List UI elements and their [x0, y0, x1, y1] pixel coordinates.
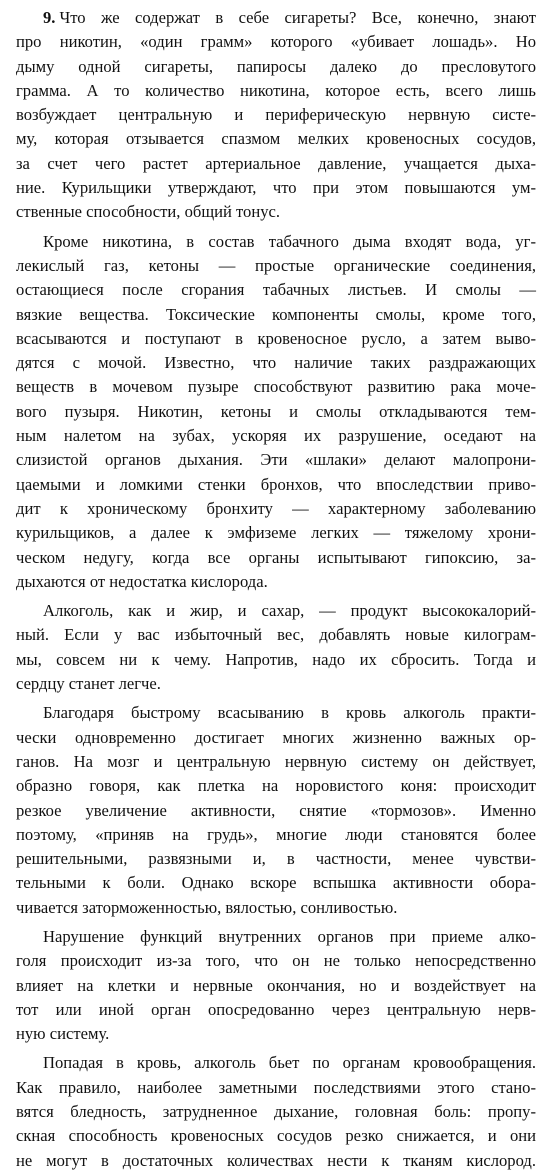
- paragraph-3: [16, 599, 536, 696]
- text-line: ственные способности, общий тонус.: [16, 202, 281, 222]
- text-line: лекислый газ, кетоны — простые органические соединения,: [16, 255, 536, 275]
- paragraph-2: [16, 230, 536, 594]
- text-line: дыму одной сигареты, папиросы далеко до пресловутого: [16, 56, 536, 76]
- text-line: ную систему.: [16, 1024, 110, 1044]
- text-line: за счет чего растет артериальное давление, учащается дыха-: [16, 153, 536, 173]
- text-line: му, которая отзывается спазмом мелких кровеносных сосудов,: [16, 129, 536, 149]
- text-line: Кроме никотина, в состав табачного дыма входят вода, уг-: [43, 231, 536, 251]
- text-line: ческом недугу, когда все органы испытывают гипоксию, за-: [16, 547, 536, 567]
- text-line: всасываются и поступают в кровеносное русло, а затем выво-: [16, 328, 536, 348]
- text-line: мы, совсем ни к чему. Напротив, надо их сбросить. Тогда и: [16, 649, 536, 669]
- text-line: сердцу станет легче.: [16, 674, 161, 694]
- text-line: голя происходит из-за того, что он не только непосредственно: [16, 951, 536, 971]
- text-line: поэтому, «приняв на грудь», многие люди становятся более: [16, 824, 536, 844]
- text-line: тельными к боли. Однако вскоре вспышка активности обора-: [16, 873, 536, 893]
- text-line: про никотин, «один грамм» которого «убивает лошадь». Но: [16, 32, 536, 52]
- text-line: грамма. А то количество никотина, которое есть, всего лишь: [16, 80, 536, 100]
- text-line: дит к хроническому бронхиту — характерному заболеванию: [16, 498, 536, 518]
- text-line: возбуждает центральную и периферическую нервную систе-: [16, 105, 536, 125]
- text-line: Нарушение функций внутренних органов при приеме алко-: [43, 926, 536, 946]
- text-line: слизистой органов дыхания. Эти «шлаки» делают малопрони-: [16, 450, 536, 470]
- text-line: ганов. На мозг и центральную нервную систему он действует,: [16, 751, 536, 771]
- text-line: скная способность кровеносных сосудов резко снижается, и они: [16, 1126, 536, 1146]
- text-line: Алкоголь, как и жир, и сахар, — продукт высококалорий-: [43, 601, 536, 621]
- text-line: ние. Курильщики утверждают, что при этом повышаются ум-: [16, 178, 536, 198]
- text-line: цаемыми и ломкими стенки бронхов, что впоследствии приво-: [16, 474, 536, 494]
- text-line: Как правило, наиболее заметными последствиями этого стано-: [16, 1077, 536, 1097]
- text-line: чивается заторможенностью, вялостью, сонливостью.: [16, 897, 398, 917]
- text-line: вого пузыря. Никотин, кетоны и смолы откладываются тем-: [16, 401, 536, 421]
- text-line: дятся с мочой. Известно, что наличие таких раздражающих: [16, 353, 536, 373]
- text-line: тот или иной орган опосредованно через центральную нерв-: [16, 999, 536, 1019]
- text-line: образно говоря, как плетка на норовистого коня: происходит: [16, 776, 536, 796]
- text-line: Благодаря быстрому всасыванию в кровь алкоголь практи-: [43, 703, 536, 723]
- text-line: чески одновременно достигает многих жизненно важных ор-: [16, 727, 536, 747]
- text-line: остающиеся после сгорания табачных листьев. И смолы —: [16, 280, 536, 300]
- text-line: вязкие вещества. Токсические компоненты смолы, кроме того,: [16, 304, 536, 324]
- text-line: курильщиков, а далее к эмфиземе легких — тяжелому хрони-: [16, 523, 536, 543]
- text-line: вятся бледность, затрудненное дыхание, головная боль: пропу-: [16, 1102, 536, 1122]
- paragraph-number: 9.: [43, 8, 56, 27]
- text-line: не могут в достаточных количествах нести к тканям кислород.: [16, 1150, 536, 1170]
- text-line: Попадая в кровь, алкоголь бьет по органам кровообращения.: [43, 1053, 536, 1073]
- paragraph-1: [16, 6, 536, 225]
- text-line: дыхаются от недостатка кислорода.: [16, 571, 268, 591]
- text-line: ным налетом на зубах, ускоряя их разрушение, оседают на: [16, 426, 536, 446]
- text-line: влияет на клетки и нервные окончания, но и воздействует на: [16, 975, 536, 995]
- text-line: решительными, развязными и, в частности, менее чувстви-: [16, 849, 536, 869]
- paragraph-5: [16, 925, 536, 1046]
- paragraph-4: [16, 701, 536, 920]
- text-line: 9. Что же содержат в себе сигареты? Все, конечно, знают: [43, 8, 536, 27]
- text-line: резкое увеличение активности, снятие «тормозов». Именно: [16, 800, 536, 820]
- text-line: ный. Если у вас избыточный вес, добавлять новые килограм-: [16, 625, 536, 645]
- text-line: веществ в мочевом пузыре способствуют развитию рака моче-: [16, 377, 536, 397]
